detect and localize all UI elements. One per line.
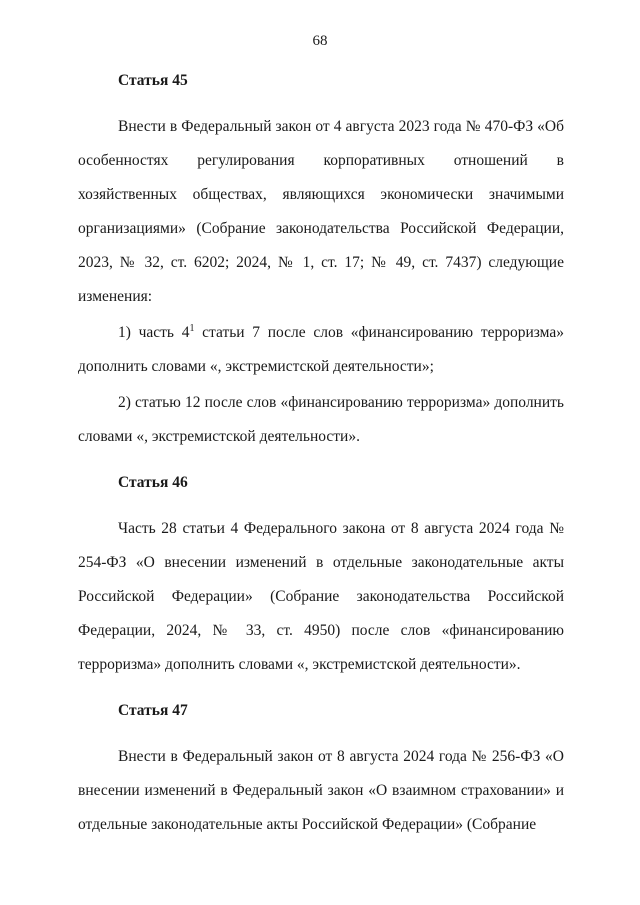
article-46-body: Часть 28 статьи 4 Федерального закона от 8 августа 2024 года № 254-ФЗ «О внесении изменений в отдельные законодательные акты Российской Федерации» (Собрание законодательства Российской Федерации, 2024, № 33, ст. 4950) после слов «финансированию терроризма» дополнить словами «, экстремистской деятельности». [78,520,564,673]
item-1-prefix: 1) часть 4 [118,324,190,341]
article-47-body: Внести в Федеральный закон от 8 августа 2024 года № 256-ФЗ «О внесении изменений в Федеральный закон «О взаимном страховании» и отдельные законодательные акты Российской Федерации» (Собрание [78,748,564,833]
article-45-heading: Статья 45 [118,72,188,89]
article-47-heading: Статья 47 [118,702,188,719]
document-body [78,60,564,844]
item-1-superscript: 1 [189,322,195,334]
article-45-intro: Внести в Федеральный закон от 4 августа 2023 года № 470-ФЗ «Об особенностях регулирования корпоративных отношений в хозяйственных обществах, являющихся экономически значимыми организациями» (Собрание законодательства Российской Федерации, 2023, № 32, ст. 6202; 2024, № 1, ст. 17; № 49, ст. 7437) следующие изменения: [78,118,564,305]
item-1-suffix: статьи 7 после слов «финансированию терроризма» дополнить словами «, экстремистской деятельности»; [78,324,564,375]
article-46-heading: Статья 46 [118,474,188,491]
article-45-item-2: 2) статью 12 после слов «финансированию терроризма» дополнить словами «, экстремистской деятельности». [78,394,564,445]
article-45-item-1 [78,316,564,384]
page-number: 68 [312,33,328,49]
